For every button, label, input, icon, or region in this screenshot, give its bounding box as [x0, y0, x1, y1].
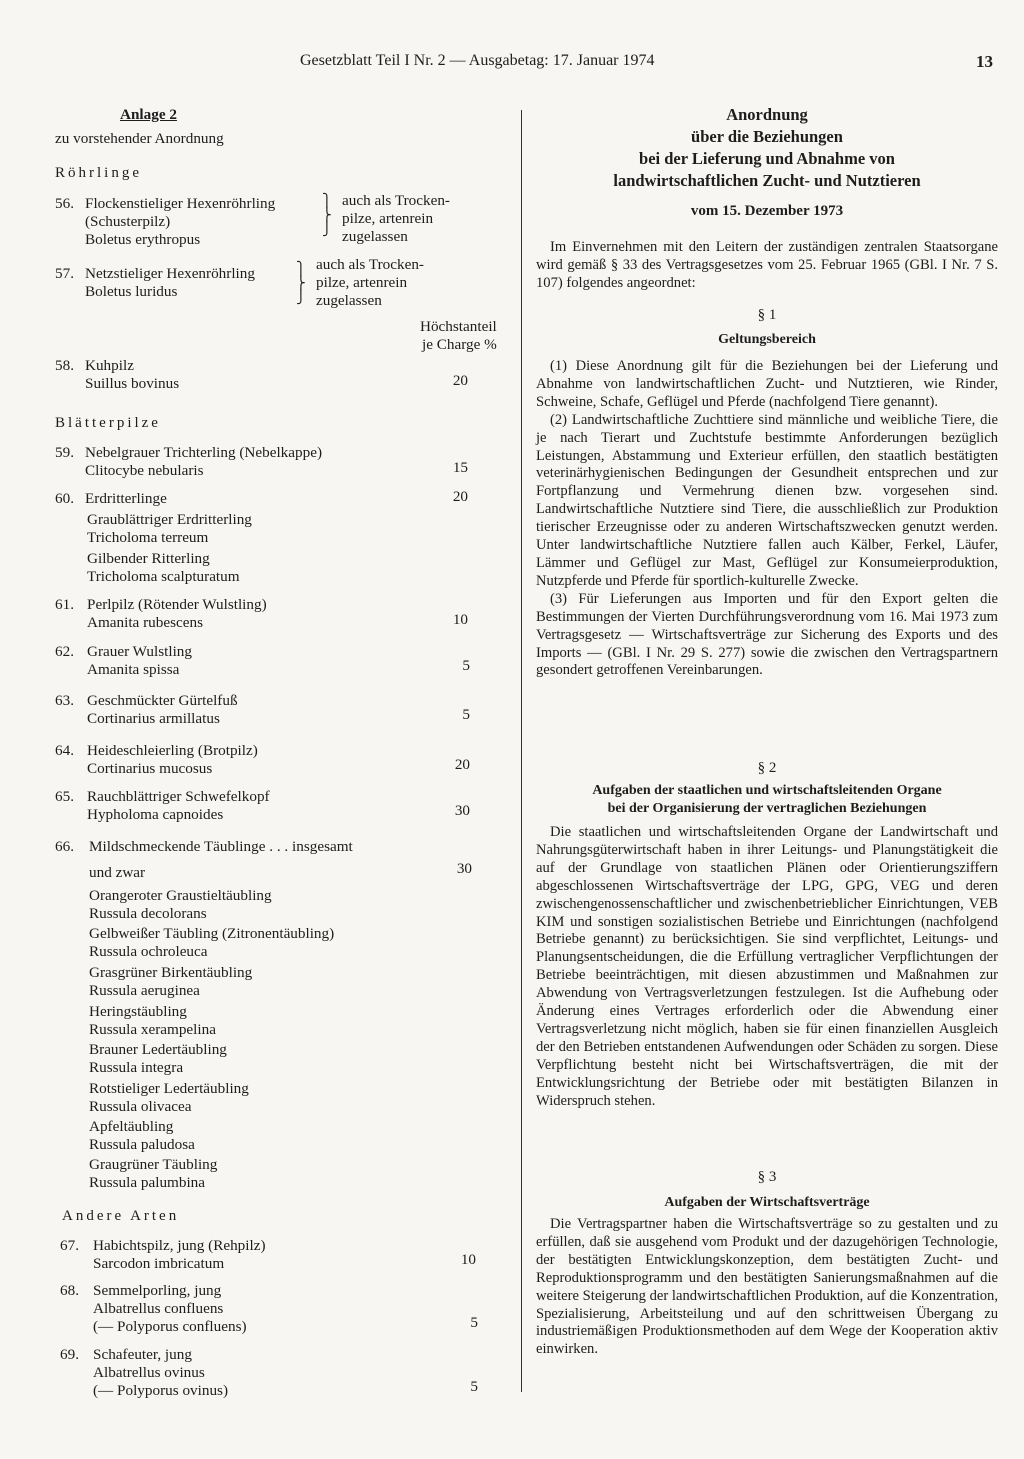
entry-line: Graublättriger Erdritterling — [87, 511, 252, 528]
brace-icon: ⎫ ⎬ ⎭ — [296, 261, 306, 304]
entry-line: Mildschmeckende Täublinge . . . insgesamt — [89, 838, 353, 855]
section-roehrlinge: Röhrlinge — [55, 165, 142, 181]
entry-value: 5 — [462, 706, 470, 723]
section-2-title-1: Aufgaben der staatlichen und wirtschaftsleitenden Organe — [592, 783, 942, 798]
entry-line: Russula integra — [89, 1059, 184, 1076]
entry-line: Semmelporling, jung — [93, 1282, 222, 1299]
section-3-sign: § 3 — [757, 1169, 777, 1185]
section-2-sign: § 2 — [757, 760, 777, 776]
entry-line: Russula decolorans — [89, 905, 207, 922]
entry-number: 64. — [55, 742, 74, 759]
entry-number: 68. — [60, 1282, 79, 1299]
header-title: Gesetzblatt Teil I Nr. 2 — Ausgabetag: 17. Januar 1974 — [300, 52, 655, 69]
section-1-title: Geltungsbereich — [718, 332, 816, 347]
entry-line: Russula olivacea — [89, 1098, 192, 1115]
brace-icon: ⎫ ⎬ ⎭ — [322, 193, 332, 236]
entry-line: Kuhpilz — [85, 357, 134, 374]
entry-line: (— Polyporus ovinus) — [93, 1382, 229, 1399]
entry-line: Orangeroter Graustieltäubling — [89, 887, 272, 904]
entry-line: Clitocybe nebularis — [85, 462, 204, 479]
entry-line: Boletus luridus — [85, 283, 178, 300]
entry-number: 67. — [60, 1237, 79, 1254]
entry-value: 5 — [470, 1314, 478, 1331]
entry-number: 66. — [55, 838, 74, 855]
entry-line: Rotstieliger Ledertäubling — [89, 1080, 249, 1097]
column-divider — [521, 110, 522, 1392]
entry-line: Gelbweißer Täubling (Zitronentäubling) — [89, 925, 335, 942]
anlage-subtitle: zu vorstehender Anordnung — [55, 130, 224, 147]
entry-number: 63. — [55, 692, 74, 709]
entry-value: 15 — [452, 459, 468, 476]
entry-number: 60. — [55, 490, 74, 507]
title-line: Anordnung — [726, 105, 808, 124]
entry-line: Apfeltäubling — [89, 1118, 174, 1135]
entry-line: Hypholoma capnoides — [87, 806, 224, 823]
entry-line: Geschmückter Gürtelfuß — [87, 692, 238, 709]
entry-number: 58. — [55, 357, 74, 374]
entry-value: 5 — [462, 657, 470, 674]
note-line: zugelassen — [316, 292, 382, 309]
entry-number: 56. — [55, 195, 74, 212]
entry-line: Habichtspilz, jung (Rehpilz) — [93, 1237, 266, 1254]
section-1-body — [536, 358, 998, 680]
entry-line: Tricholoma scalpturatum — [87, 568, 240, 585]
entry-number: 65. — [55, 788, 74, 805]
entry-line: Russula palumbina — [89, 1174, 206, 1191]
paragraph: Im Einvernehmen mit den Leitern der zuständigen zentralen Staatsorgane wird gemäß § 33 des Vertragsgesetzes vom 25. Februar 1965 (GBl. I Nr. 7 S. 107) folgendes angeordnet: — [536, 239, 998, 291]
entry-line: Cortinarius mucosus — [87, 760, 213, 777]
entry-value: 30 — [454, 802, 470, 819]
anlage-title: Anlage 2 — [120, 106, 177, 123]
section-3-body — [536, 1216, 998, 1359]
entry-line: Heideschleierling (Brotpilz) — [87, 742, 258, 759]
section-andere-arten: Andere Arten — [62, 1208, 180, 1224]
note-line: pilze, artenrein — [342, 210, 434, 227]
entry-line: Boletus erythropus — [85, 231, 201, 248]
entry-number: 62. — [55, 643, 74, 660]
entry-line: Flockenstieliger Hexenröhrling — [85, 195, 276, 212]
document-title — [536, 104, 998, 192]
entry-line: Erdritterlinge — [85, 490, 167, 507]
paragraph: Die Vertragspartner haben die Wirtschaftsverträge so zu gestalten und zu erfüllen, daß sie ausgehend vom Produkt und der dazugehörigen Technologie, der bestätigten Entwicklungskonzeption, dem bestätigten Zucht- und Reproduktionsprogramm und den bestätigten Sanierungsmaßnahmen auf die weitere Steigerung der landwirtschaftlichen Produktion, auf die Konzentration, Spezialisierung, Arbeitsteilung und auf den schrittweisen Übergang zu industriemäßigen Produktionsmethoden auf dem Wege der Kooperation aktiv einwirken. — [536, 1216, 998, 1358]
entry-line: Rauchblättriger Schwefelkopf — [87, 788, 270, 805]
entry-line: Cortinarius armillatus — [87, 710, 220, 727]
entry-line: Albatrellus confluens — [93, 1300, 224, 1317]
title-line: landwirtschaftlichen Zucht- und Nutztieren — [613, 171, 921, 190]
entry-number: 59. — [55, 444, 74, 461]
section-1-sign: § 1 — [757, 307, 777, 323]
note-line: zugelassen — [342, 228, 408, 245]
entry-line: Netzstieliger Hexenröhrling — [85, 265, 255, 282]
entry-line: Schafeuter, jung — [93, 1346, 192, 1363]
entry-line: Albatrellus ovinus — [93, 1364, 205, 1381]
entry-value: 10 — [460, 1251, 476, 1268]
title-line: bei der Lieferung und Abnahme von — [639, 149, 895, 168]
entry-number: 57. — [55, 265, 74, 282]
entry-line: Russula xerampelina — [89, 1021, 216, 1038]
entry-line: Amanita rubescens — [87, 614, 203, 631]
title-line: über die Beziehungen — [691, 127, 843, 146]
entry-line: Grauer Wulstling — [87, 643, 192, 660]
entry-value: 20 — [452, 488, 468, 505]
paragraph: (2) Landwirtschaftliche Zuchttiere sind männliche und weibliche Tiere, die je nach Tierart und Zuchtstufe bestimmte Anforderungen bezüglich Leistungen, Abstammung und Exterieur erfüllen, den staatlich bestätigten veterinärhygienischen Bedingungen der Gesundheit entsprechen und zur Fortpflanzung und Vermehrung dienen bzw. vorgesehen sind. Landwirtschaftliche Nutztiere sind Tiere, die ausschließlich zur Produktion tierischer Erzeugnisse oder zu anderen Wirtschaftszwecken genutzt werden. Unter landwirtschaftliche Nutztiere fallen auch Kälber, Ferkel, Läufer, Lämmer und Geflügel zur Mast, Geflügel zur Konsumeierproduktion, Nutzpferde und Pferde für sportlich-kulturelle Zwecke. — [536, 411, 998, 589]
entry-line: Suillus bovinus — [85, 375, 180, 392]
entry-value: 30 — [456, 860, 472, 877]
note-line: auch als Trocken- — [342, 192, 450, 209]
note-line: auch als Trocken- — [316, 256, 424, 273]
entry-line: Perlpilz (Rötender Wulstling) — [87, 596, 267, 613]
page-number: 13 — [976, 52, 993, 71]
paragraph: (3) Für Lieferungen aus Importen und für den Export gelten die Bestimmungen der Vierten Durchführungsverordnung vom 16. Mai 1973 zum Vertragsgesetz — Wirtschaftsverträge zur Sicherung des Exports und des Imports — (GBl. I Nr. 29 S. 277) sowie die zwischen den Vertragspartnern gesondert getroffenen Vereinbarungen. — [536, 590, 998, 679]
entry-line: Russula aeruginea — [89, 982, 200, 999]
entry-line: Sarcodon imbricatum — [93, 1255, 225, 1272]
document-date: vom 15. Dezember 1973 — [690, 203, 844, 219]
entry-line: Graugrüner Täubling — [89, 1156, 218, 1173]
entry-value: 20 — [454, 756, 470, 773]
entry-value: 20 — [452, 372, 468, 389]
entry-line: Brauner Ledertäubling — [89, 1041, 227, 1058]
entry-line: Nebelgrauer Trichterling (Nebelkappe) — [85, 444, 323, 461]
entry-line: und zwar — [89, 864, 146, 881]
paragraph: Die staatlichen und wirtschaftsleitenden Organe der Landwirtschaft und Nahrungsgüterwirtschaft haben in ihrer Leitungs- und Planungstätigkeit die auf der Grundlage von staatlichen Plänen oder Orientierungsziffern abgeschlossenen Wirtschaftsverträge der LPG, GPG, VEG und deren zwischengenossenschaftlicher und zwischenbetrieblicher Einrichtungen, VEB KIM und sonstigen sozialistischen Betriebe und Einrichtungen (nachfolgend Betriebe genannt) zu berücksichtigen. Sie sind verpflichtet, Leitungs- und Planungsentscheidungen, die die Erfüllung vertraglicher Verpflichtungen der Betriebe beeinträchtigen, mit diesen abzustimmen und Maßnahmen zur Abwendung von Vertragsverletzungen festzulegen. Ist die Aufhebung oder Änderung eines Vertrages erforderlich oder die Abwendung einer Vertragsverletzung nicht möglich, haben sie für einen finanziellen Ausgleich der den Betrieben entstandenen Aufwendungen oder Schäden zu sorgen. Diese Verpflichtung besteht nicht bei Wirtschaftsverträgen, die mit der Entwicklungsrichtung der Betriebe oder mit bestätigten Bilanzen in Widerspruch stehen. — [536, 824, 998, 1109]
entry-line: Russula paludosa — [89, 1136, 195, 1153]
section-blaetterpilze: Blätterpilze — [55, 415, 161, 431]
paragraph: (1) Diese Anordnung gilt für die Beziehungen bei der Lieferung und Abnahme von landwirtschaftlichen Zucht- und Nutztieren, wie Rinder, Schweine, Schafe, Geflügel und Pferde (nachfolgend Tiere genannt). — [536, 358, 998, 410]
entry-value: 10 — [452, 611, 468, 628]
section-2-body — [536, 824, 998, 1111]
entry-value: 5 — [470, 1378, 478, 1395]
entry-line: Grasgrüner Birkentäubling — [89, 964, 253, 981]
entry-line: Amanita spissa — [87, 661, 180, 678]
entry-line: (Schusterpilz) — [85, 213, 171, 230]
entry-line: Heringstäubling — [89, 1003, 187, 1020]
intro-paragraph — [536, 239, 998, 293]
section-3-title: Aufgaben der Wirtschaftsverträge — [664, 1195, 870, 1210]
entry-line: Tricholoma terreum — [87, 529, 209, 546]
entry-line: (— Polyporus confluens) — [93, 1318, 247, 1335]
column-heading-unit: je Charge % — [422, 336, 497, 353]
column-heading: Höchstanteil — [420, 318, 497, 335]
entry-number: 61. — [55, 596, 74, 613]
section-2-title-2: bei der Organisierung der vertraglichen Beziehungen — [607, 801, 927, 816]
entry-number: 69. — [60, 1346, 79, 1363]
entry-line: Russula ochroleuca — [89, 943, 208, 960]
entry-line: Gilbender Ritterling — [87, 550, 210, 567]
note-line: pilze, artenrein — [316, 274, 408, 291]
